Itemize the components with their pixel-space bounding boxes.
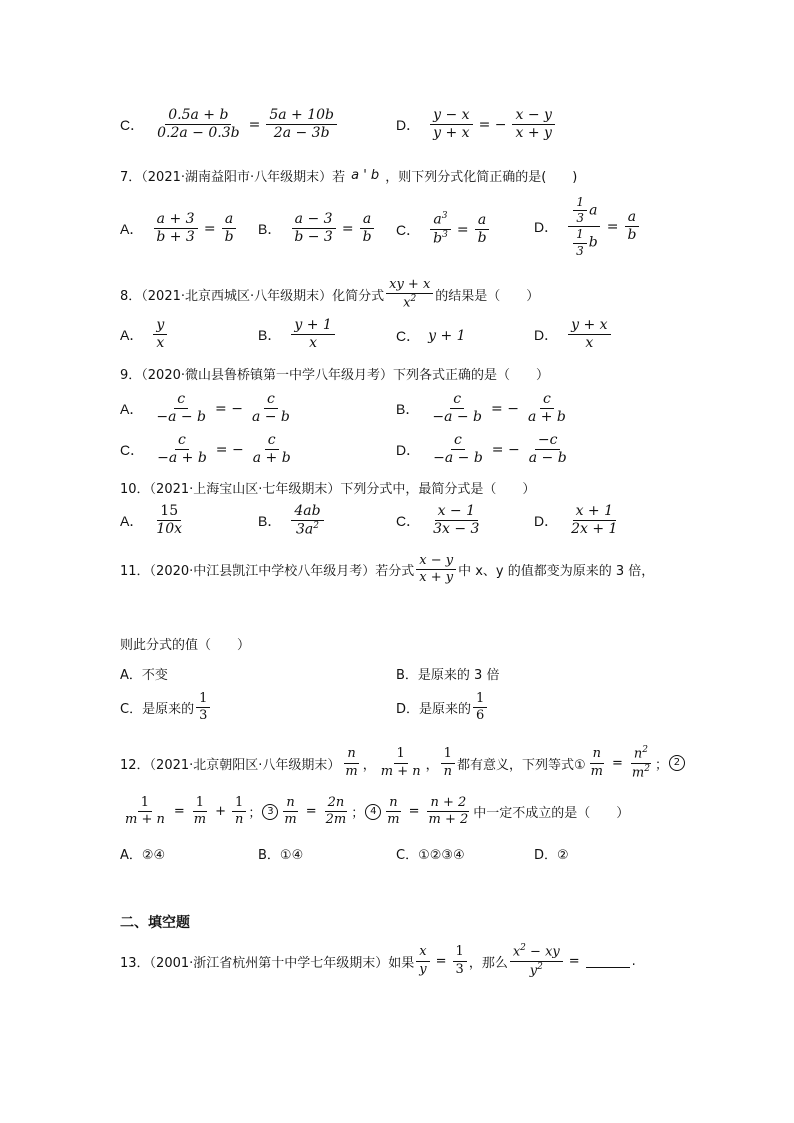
q8-option-a[interactable]: A． $\frac{y}{x}$ <box>120 318 169 352</box>
q9-option-d[interactable]: D． $\frac{c}{-a - b}$ = − $\frac{-c}{a - b}$ <box>396 432 567 467</box>
fraction: $\frac{x - y}{x + y}$ <box>512 108 554 142</box>
q6-option-c[interactable]: C． $\frac{0.5a + b}{0.2a - 0.3b}$ = $\frac{5a + 10b}{2a - 3b}$ <box>120 108 339 142</box>
q13-question: 13．（2001·浙江省杭州第十中学七年级期末）如果 $\frac{x}{y}$ = $\frac{1}{3}$ ，那么 $\frac{x^2 - xy}{y^2}$ = . <box>120 943 636 978</box>
q11-question: 11．（2020·中江县凯江中学校八年级月考）若分式 $\frac{x - y}{x + y}$ 中 x、y 的值都变为原来的 3 倍， <box>120 553 655 586</box>
q7-question: 7．（2021·湖南益阳市·八年级期末）若 a ' b ，则下列分式化简正确的是( ) <box>120 168 578 185</box>
q12-question-cont: $\frac{1}{m + n}$ = $\frac{1}{m}$ + $\frac{1}{n}$ ； 3 $\frac{n}{m}$ = $\frac{2n}{2m}$ ； 4 $\frac{n}{m}$ = $\frac{n + 2}{m + 2}$ 中一定不成立的是（ ） <box>125 795 630 828</box>
q7-option-b[interactable]: B． $\frac{a - 3}{b - 3}$ = $\frac{a}{b}$ <box>258 212 377 246</box>
q11-option-c[interactable]: C．是原来的 $\frac{1}{3}$ <box>120 692 212 724</box>
q9-option-b[interactable]: B． $\frac{c}{-a - b}$ = − $\frac{c}{a + b}$ <box>396 391 566 426</box>
q9-option-c[interactable]: C． $\frac{c}{-a + b}$ = − $\frac{c}{a + b}$ <box>120 432 291 467</box>
q10-option-a[interactable]: A． $\frac{15}{10x}$ <box>120 503 183 538</box>
q12-option-d[interactable]: D．② <box>534 848 569 863</box>
q8-question: 8．（2021·北京西城区·八年级期末）化简分式 $\frac{xy + x}{x^2}$ 的结果是（ ） <box>120 277 540 311</box>
q10-option-d[interactable]: D． $\frac{x + 1}{2x + 1}$ <box>534 503 618 538</box>
q7-option-c[interactable]: C． $\frac{a^3}{b^3}$ = $\frac{a}{b}$ <box>396 212 492 247</box>
option-label: D． <box>396 116 421 133</box>
fraction: $\frac{5a + 10b}{2a - 3b}$ <box>266 108 337 142</box>
q7-option-a[interactable]: A． $\frac{a + 3}{b + 3}$ = $\frac{a}{b}$ <box>120 212 239 246</box>
q8-option-d[interactable]: D． $\frac{y + x}{x}$ <box>534 318 613 352</box>
q10-question: 10．（2021·上海宝山区·七年级期末）下列分式中，最简分式是（ ） <box>120 482 536 497</box>
q10-option-c[interactable]: C． $\frac{x - 1}{3x - 3}$ <box>396 503 480 538</box>
q8-option-c[interactable]: C． y + 1 <box>396 328 466 344</box>
q8-option-b[interactable]: B． $\frac{y + 1}{x}$ <box>258 318 337 352</box>
fraction: $\frac{y - x}{y + x}$ <box>430 108 472 142</box>
q12-option-c[interactable]: C．①②③④ <box>396 848 465 863</box>
q6-option-d[interactable]: D． $\frac{y - x}{y + x}$ = − $\frac{x - y}{x + y}$ <box>396 108 557 142</box>
q10-option-b[interactable]: B． $\frac{4ab}{3a^2}$ <box>258 504 326 538</box>
q12-option-a[interactable]: A．②④ <box>120 848 166 863</box>
q11-option-a[interactable]: A．不变 <box>120 668 168 683</box>
q7-option-d[interactable]: D． $\frac{1}{3}$ a $\frac{1}{3}$ b = $\frac{a}{b}$ <box>534 196 641 258</box>
fraction: $\frac{0.5a + b}{0.2a - 0.3b}$ <box>157 107 240 142</box>
q12-question: 12．（2021·北京朝阳区·八年级期末） $\frac{n}{m}$ ， $\frac{1}{m + n}$ ， $\frac{1}{n}$ 都有意义，下列等式① $\frac{n}{m}$ = $\frac{n^2}{m^2}$ ； 2 <box>120 746 686 780</box>
q12-option-b[interactable]: B．①④ <box>258 848 304 863</box>
section-heading: 二、填空题 <box>120 915 190 931</box>
q9-option-a[interactable]: A． $\frac{c}{-a - b}$ = − $\frac{c}{a - b}$ <box>120 391 290 426</box>
option-label: C． <box>120 116 145 133</box>
q11-option-d[interactable]: D．是原来的 $\frac{1}{6}$ <box>396 692 489 724</box>
answer-blank[interactable] <box>586 955 630 968</box>
q11-option-b[interactable]: B．是原来的 3 倍 <box>396 668 500 683</box>
q11-question-cont: 则此分式的值（ ） <box>120 638 251 653</box>
q9-question: 9．（2020·微山县鲁桥镇第一中学八年级月考）下列各式正确的是（ ） <box>120 368 549 383</box>
